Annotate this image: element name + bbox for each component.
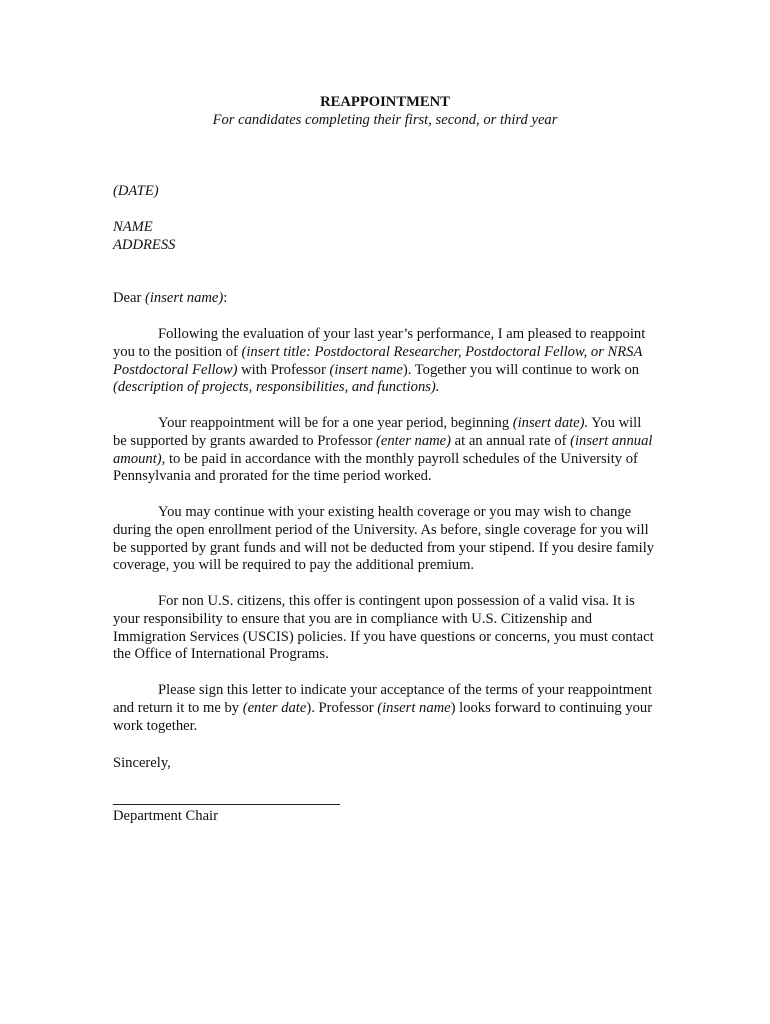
p5-text-3: ) looks forward to continuing your work together.	[113, 699, 653, 734]
salutation-name: (insert name)	[145, 290, 224, 306]
recipient-address: ADDRESS	[113, 236, 176, 253]
paragraph-health-coverage: You may continue with your existing health coverage or you may wish to change during the open enrollment period of the University. As before, single coverage for you will be supported by grant funds and will not be deducted from your stipend. If you desire family coverage, you will be required to pay the additional premium.	[113, 504, 655, 574]
p2-insert-date: (insert date).	[512, 415, 589, 431]
p5-enter-date: (enter date	[242, 699, 307, 716]
p5-text-1: Please sign this letter to indicate your acceptance of the terms of your reappointment and return it to me by	[113, 682, 652, 716]
salutation-suffix: :	[223, 290, 228, 306]
p2-insert-amount: (insert annual amount)	[113, 432, 653, 467]
p1-text-3: ). Together you will continue to work on	[402, 361, 640, 378]
p1-insert-title: (insert title: Postdoctoral Researcher, Postdoctoral Fellow, or NRSA Postdoctoral Fellow)	[113, 343, 643, 378]
date-text: (DATE)	[113, 183, 159, 199]
p2-text-1: Your reappointment will be for a one year period, beginning	[158, 415, 513, 431]
p1-text-1: Following the evaluation of your last year’s performance, I am pleased to reappoint you to the position of	[113, 326, 646, 360]
p5-insert-name: (insert name	[377, 699, 451, 716]
closing: Sincerely,	[113, 755, 171, 771]
p1-insert-name: (insert name	[329, 361, 403, 378]
p1-text-2: with Professor	[237, 361, 330, 378]
p1-insert-description: (description of projects, responsibilities, and functions).	[113, 379, 440, 396]
document-subtitle: For candidates completing their first, second, or third year	[212, 112, 558, 128]
salutation-prefix: Dear	[113, 290, 146, 306]
p2-text-3: at an annual rate of	[451, 432, 571, 449]
p5-text-2: ). Professor	[306, 699, 378, 716]
recipient-block	[113, 219, 658, 255]
recipient-name: NAME	[113, 219, 153, 235]
date-placeholder	[113, 183, 658, 201]
paragraph-sign	[113, 682, 658, 735]
p2-text-2: You will be supported by grants awarded to Professor	[113, 415, 642, 449]
paragraph-visa: For non U.S. citizens, this offer is contingent upon possession of a valid visa. It is your responsibility to ensure that you are in compliance with U.S. Citizenship and Immigration Services (USCIS) policies. If you have questions or concerns, you must contact the Office of International Programs.	[113, 593, 654, 663]
document-title: REAPPOINTMENT	[320, 94, 450, 110]
salutation	[113, 290, 658, 308]
signature-title: Department Chair	[113, 808, 218, 824]
paragraph-period-funding	[113, 415, 658, 486]
p2-text-4: , to be paid in accordance with the monthly payroll schedules of the University of Pennsylvania and prorated for the time period worked.	[113, 450, 638, 485]
paragraph-reappointment	[113, 326, 658, 397]
p2-enter-name: (enter name)	[376, 432, 451, 449]
signature-line	[113, 804, 340, 805]
